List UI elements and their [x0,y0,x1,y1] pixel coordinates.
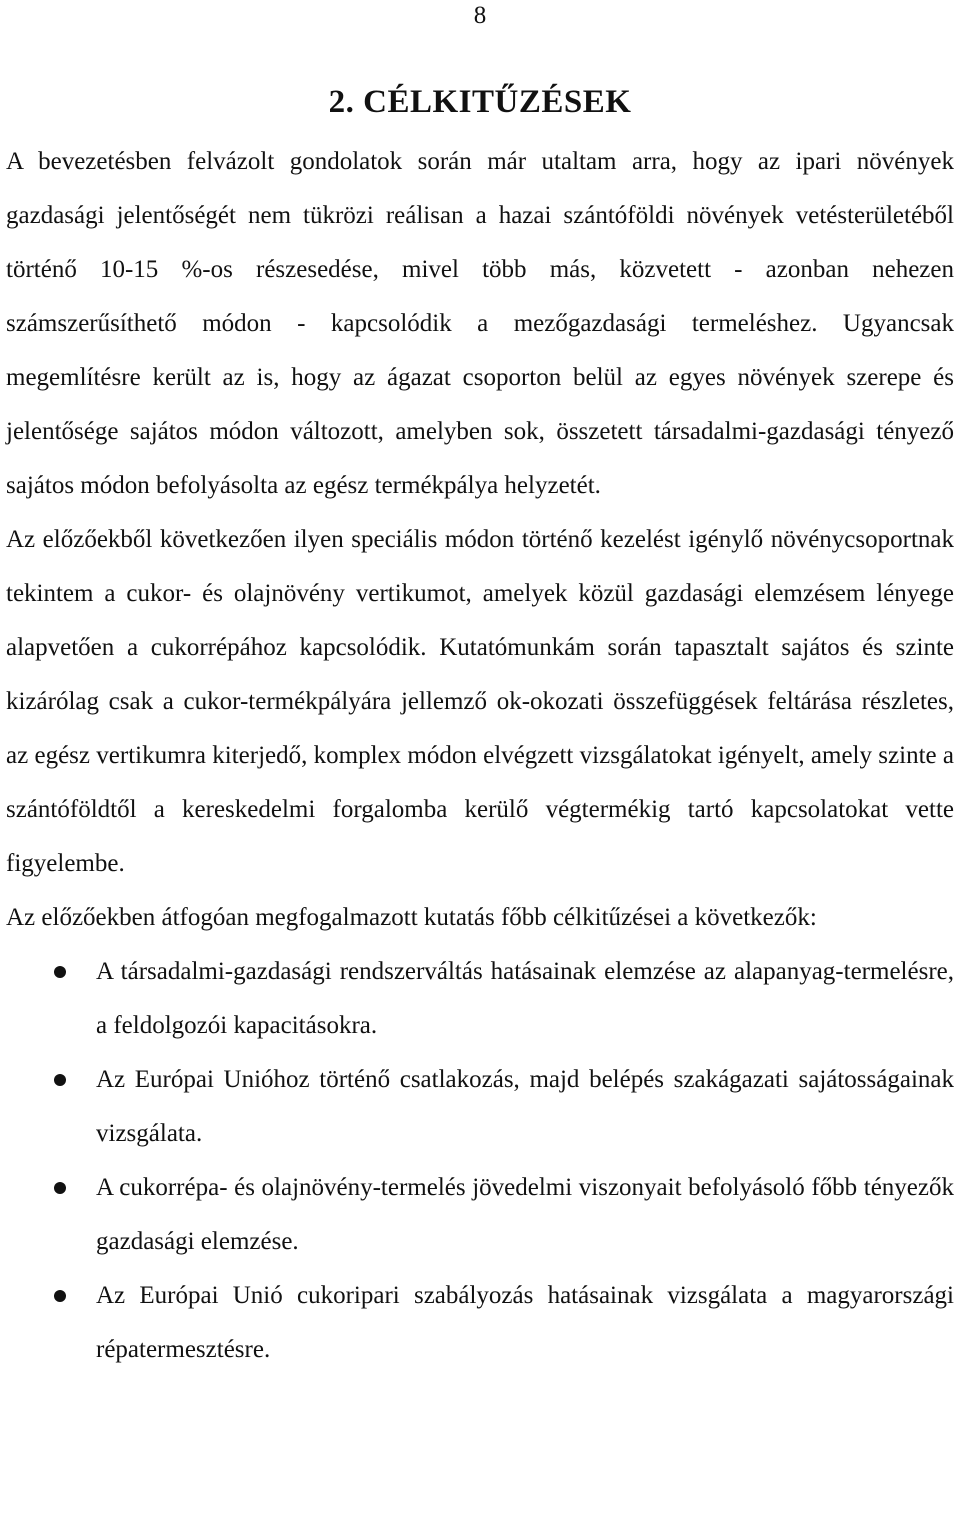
document-body [6,135,954,1377]
chapter-title: 2. CÉLKITŰZÉSEK [328,84,632,121]
list-item-text: A cukorrépa- és olajnövény-termelés jövedelmi viszonyait befolyásoló főbb tényezők gazdasági elemzése. [96,1174,954,1255]
list-item [6,1161,954,1269]
paragraph: A bevezetésben felvázolt gondolatok során már utaltam arra, hogy az ipari növények gazdasági jelentőségét nem tükrözi reálisan a hazai szántóföldi növények vetésterületéből történő 10-15 %-os részesedése, mivel több más, közvetett - azonban nehezen számszerűsíthető módon - kapcsolódik a mezőgazdasági termeléshez. Ugyancsak megemlítésre került az is, hogy az ágazat csoporton belül az egyes növények szerepe és jelentősége sajátos módon változott, amelyben sok, összetett társadalmi-gazdasági tényező sajátos módon befolyásolta az egész termékpálya helyzetét. [6,148,954,499]
bullet-icon [54,1290,66,1302]
list-item [6,1269,954,1377]
bullet-icon [54,1182,66,1194]
objectives-list [6,945,954,1377]
paragraph: Az előzőekből következően ilyen speciális módon történő kezelést igénylő növénycsoportnak tekintem a cukor- és olajnövény vertikumot, amelyek közül gazdasági elemzésem lényege alapvetően a cukorrépához kapcsolódik. Kutatómunkám során tapasztalt sajátos és szinte kizárólag csak a cukor-termékpályára jellemző ok-okozati összefüggések feltárása részletes, az egész vertikumra kiterjedő, komplex módon elvégzett vizsgálatokat igényelt, amely szinte a szántóföldtől a kereskedelmi forgalomba kerülő végtermékig tartó kapcsolatokat vette figyelembe. [6,526,954,877]
bullet-icon [54,966,66,978]
paragraph: Az előzőekben átfogóan megfogalmazott kutatás főbb célkitűzései a következők: [6,904,817,931]
list-item-text: Az Európai Unió cukoripari szabályozás hatásainak vizsgálata a magyarországi répatermesztésre. [96,1282,954,1363]
list-item [6,945,954,1053]
page-number: 8 [473,2,487,29]
list-item-text: Az Európai Unióhoz történő csatlakozás, majd belépés szakágazati sajátosságainak vizsgálata. [96,1066,954,1147]
list-item [6,1053,954,1161]
bullet-icon [54,1074,66,1086]
list-item-text: A társadalmi-gazdasági rendszerváltás hatásainak elemzése az alapanyag-termelésre, a feldolgozói kapacitásokra. [96,958,954,1039]
